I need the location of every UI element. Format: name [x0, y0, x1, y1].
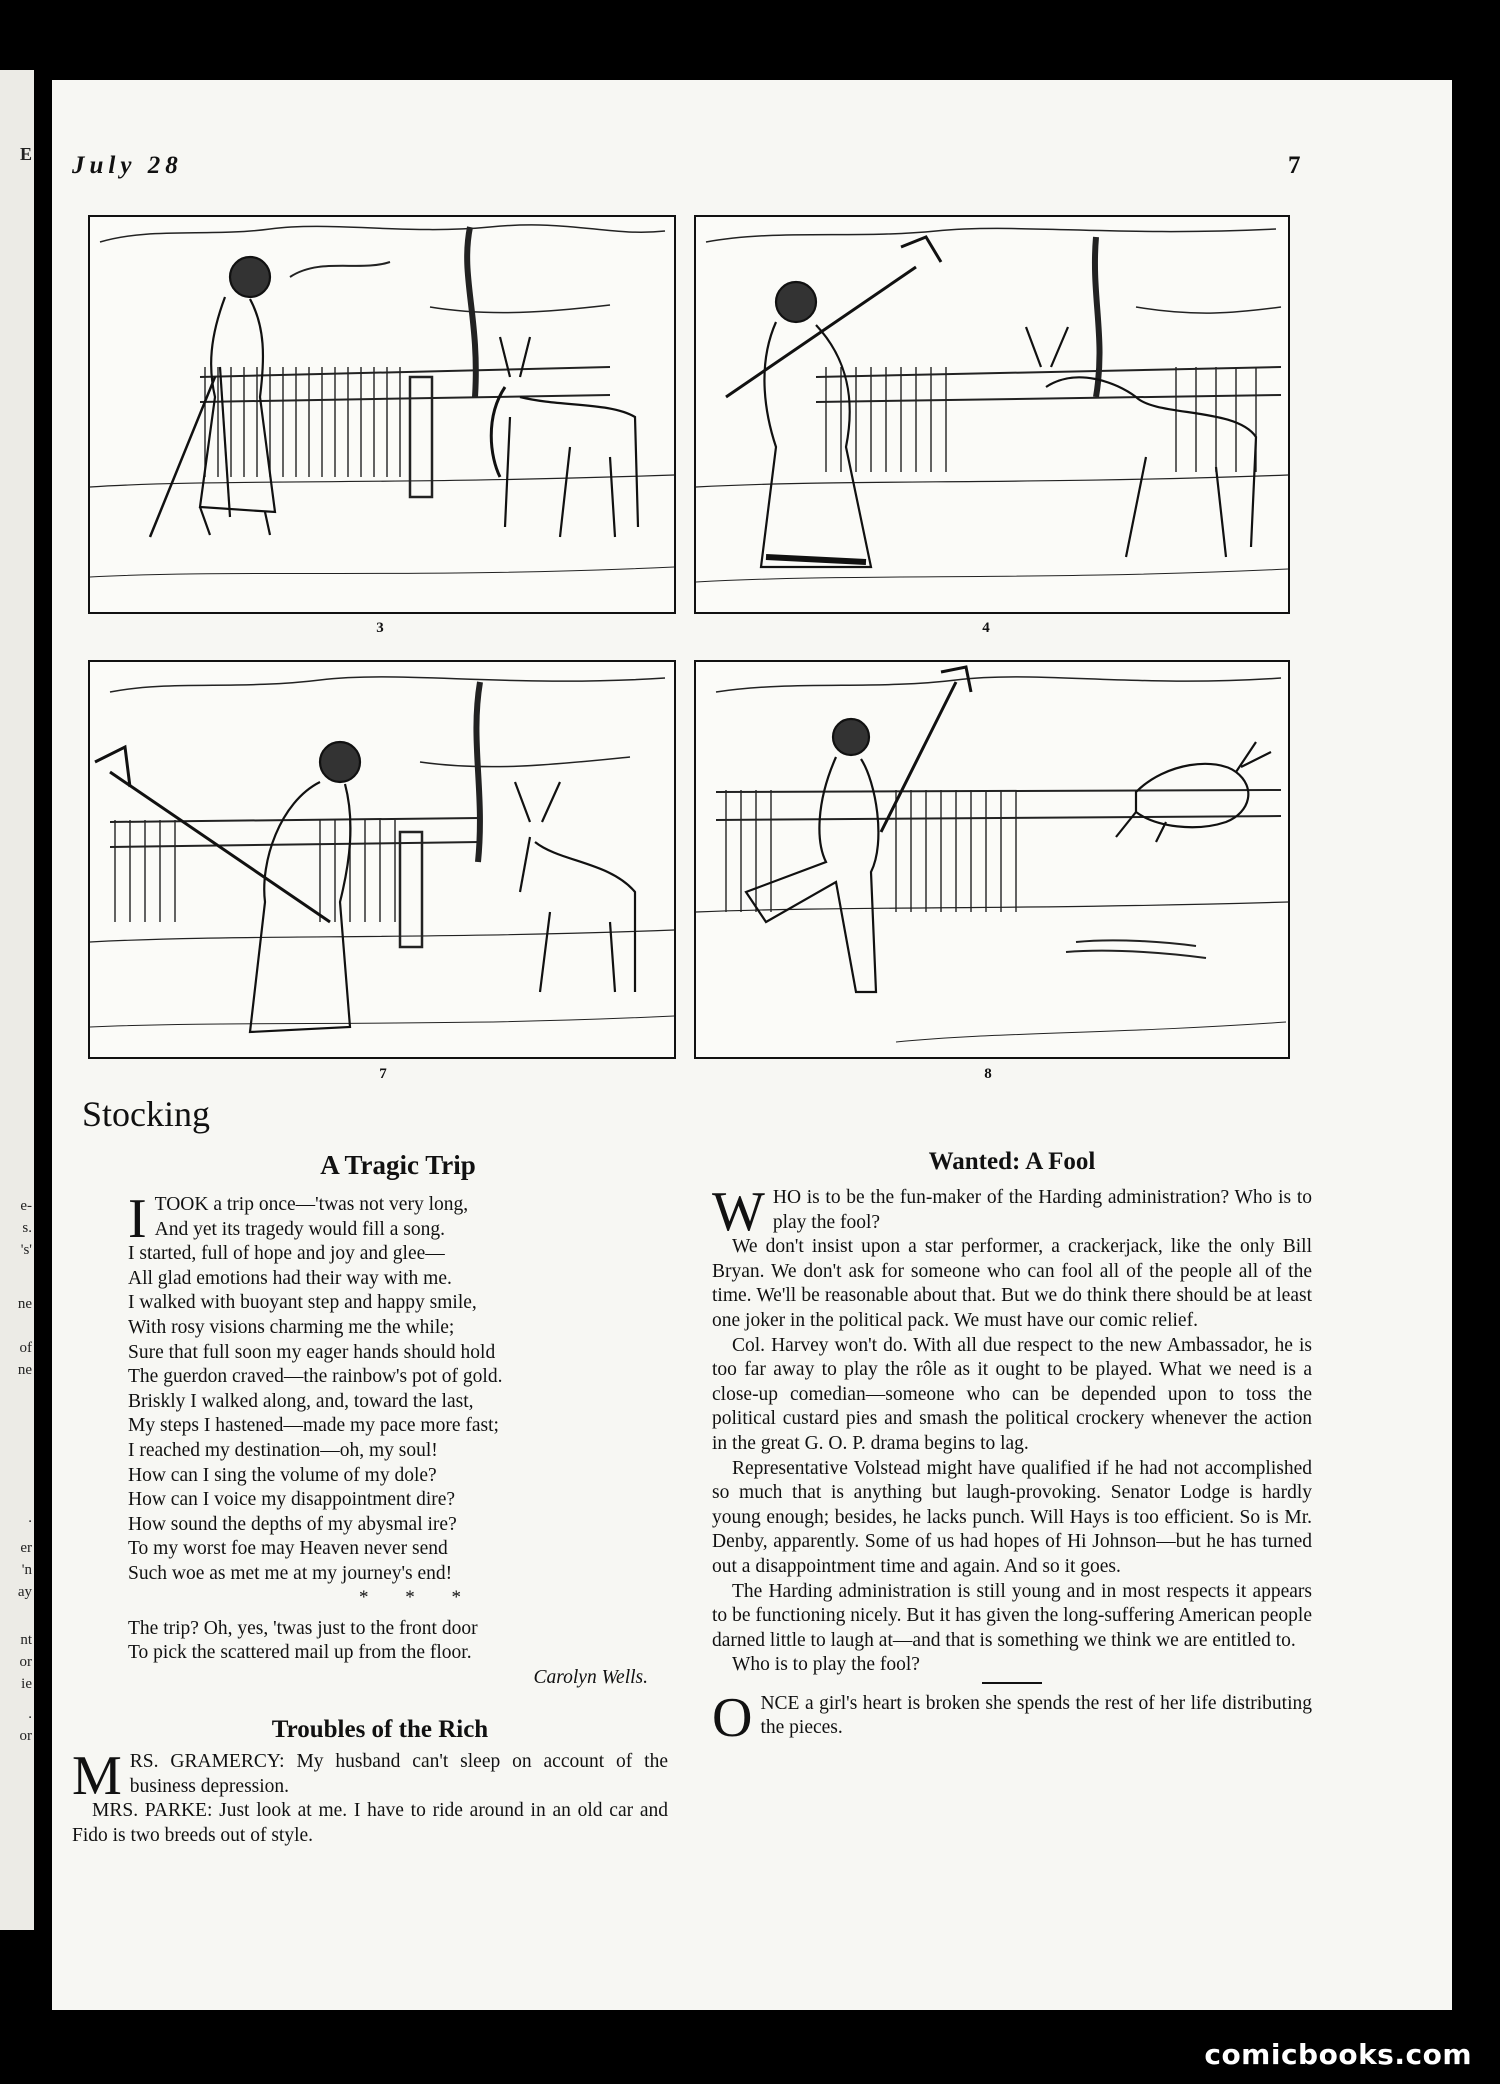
poem-line: With rosy visions charming me the while; — [128, 1316, 455, 1338]
margin-fragment: . — [28, 1510, 32, 1526]
panel-number: 4 — [982, 620, 990, 636]
paragraph: Representative Volstead might have qualified if he had not accomplished so much that is anything but laugh-provoking. Senator Lodge is hardly young enough; besides, he lacks punch. Will Hays is too efficient. So is Mr. Denby, apparently. Some of us had hopes of Hi Johnson—but he has turned out a disappointment time and again. And so it goes. — [712, 1457, 1312, 1577]
margin-fragment: ne — [17, 1296, 32, 1312]
poem-line: To pick the scattered mail up from the floor. — [128, 1642, 472, 1664]
margin-fragment: 's' — [20, 1242, 32, 1258]
paragraph: MRS. PARKE: Just look at me. I have to ride around in an old car and Fido is two breeds out of style. — [72, 1800, 668, 1846]
site-watermark: comicbooks.com — [1204, 2038, 1472, 2071]
paragraph: The Harding administration is still young and in most respects it appears to be functioning nicely. But it has given the long-suffering American people darned little to laugh at—and that is something we think we are entitled to. — [712, 1580, 1312, 1651]
margin-fragment: of — [19, 1340, 32, 1356]
divider-rule — [982, 1682, 1042, 1684]
panel-number: 7 — [379, 1066, 387, 1082]
comic-panel-8 — [694, 660, 1290, 1059]
margin-fragment: . — [28, 1706, 32, 1722]
drop-cap: W — [712, 1181, 765, 1243]
margin-fragment: ie — [21, 1676, 32, 1692]
poem-line: All glad emotions had their way with me. — [128, 1267, 452, 1289]
margin-fragment: s. — [22, 1220, 32, 1236]
comic-panel-4 — [694, 215, 1290, 614]
article-title: Troubles of the Rich — [271, 1716, 489, 1743]
margin-fragment: or — [19, 1654, 32, 1670]
panel-illustration — [90, 662, 674, 1057]
poem-line: Sure that full soon my eager hands should hold — [128, 1341, 496, 1363]
margin-fragment: nt — [20, 1632, 32, 1648]
paragraph: RS. GRAMERCY: My husband can't sleep on account of the business depression. — [129, 1751, 668, 1797]
margin-fragment: 'n — [21, 1562, 32, 1578]
page-number: 7 — [1288, 152, 1301, 179]
paragraph: We don't insist upon a star performer, a crackerjack, like the only Bill Bryan. We don't ask for someone who can fool all of the people all of the time. We'll be reasonable about that. But we do think there should be at least one joker in the political pack. We must have our comic relief. — [712, 1236, 1312, 1331]
poem-line: I walked with buoyant step and happy smile, — [128, 1292, 477, 1314]
drop-cap: O — [712, 1686, 753, 1749]
margin-fragment: ay — [17, 1584, 32, 1600]
poem-line: The trip? Oh, yes, 'twas just to the front door — [128, 1617, 478, 1639]
paragraph: HO is to be the fun-maker of the Harding administration? Who is to play the fool? — [772, 1187, 1312, 1233]
poem-line: Such woe as met me at my journey's end! — [128, 1562, 453, 1584]
paragraph: NCE a girl's heart is broken she spends the rest of her life distributing the pieces. — [760, 1692, 1312, 1739]
poem-line: And yet its tragedy would fill a song. — [154, 1218, 445, 1240]
poem-line: How can I voice my disappointment dire? — [128, 1489, 456, 1511]
comic-panel-7 — [88, 660, 676, 1059]
panel-illustration — [90, 217, 674, 612]
panel-illustration — [696, 662, 1288, 1057]
poem-line: How can I sing the volume of my dole? — [128, 1464, 437, 1486]
margin-fragment: er — [20, 1540, 32, 1556]
margin-fragment: e- — [20, 1198, 32, 1214]
author-signature: Carolyn Wells. — [533, 1666, 648, 1688]
paragraph: Who is to play the fool? — [732, 1654, 920, 1676]
section-title: Stocking — [82, 1094, 211, 1134]
poem-line: I reached my destination—oh, my soul! — [128, 1439, 438, 1461]
issue-date: July 28 — [72, 152, 183, 179]
article-title: Wanted: A Fool — [928, 1148, 1096, 1175]
panel-number: 3 — [376, 620, 384, 636]
margin-fragment: E — [19, 144, 32, 164]
left-page-strip — [0, 70, 34, 1930]
margin-fragment: ne — [17, 1362, 32, 1378]
poem-line: I started, full of hope and joy and glee— — [128, 1243, 445, 1265]
article-title: A Tragic Trip — [320, 1150, 476, 1180]
poem-line: TOOK a trip once—'twas not very long, — [154, 1194, 469, 1215]
margin-fragment: or — [19, 1728, 32, 1744]
poem-line: To my worst foe may Heaven never send — [128, 1538, 448, 1560]
wanted-fool-article — [712, 1148, 1312, 1749]
troubles-article — [72, 1716, 668, 1848]
poem-line: Briskly I walked along, and, toward the last, — [128, 1390, 474, 1412]
drop-cap: I — [128, 1188, 147, 1250]
panel-number: 8 — [984, 1066, 992, 1082]
panel-illustration — [696, 217, 1288, 612]
comic-panel-3 — [88, 215, 676, 614]
tragic-trip-article — [128, 1150, 668, 1690]
drop-cap: M — [72, 1745, 122, 1807]
poem-line: How sound the depths of my abysmal ire? — [128, 1513, 457, 1535]
section-break-stars: * * * — [359, 1586, 477, 1608]
paragraph: Col. Harvey won't do. With all due respect to the new Ambassador, he is too far away to play the rôle as it ought to be played. What we need is a close-up comedian—someone who can be depended upon to toss the political custard pies and smash the political crockery whenever the action in the great G. O. P. drama begins to lag. — [712, 1334, 1312, 1454]
poem-line: My steps I hastened—made my pace more fast; — [128, 1415, 499, 1437]
poem-line: The guerdon craved—the rainbow's pot of gold. — [128, 1366, 503, 1388]
